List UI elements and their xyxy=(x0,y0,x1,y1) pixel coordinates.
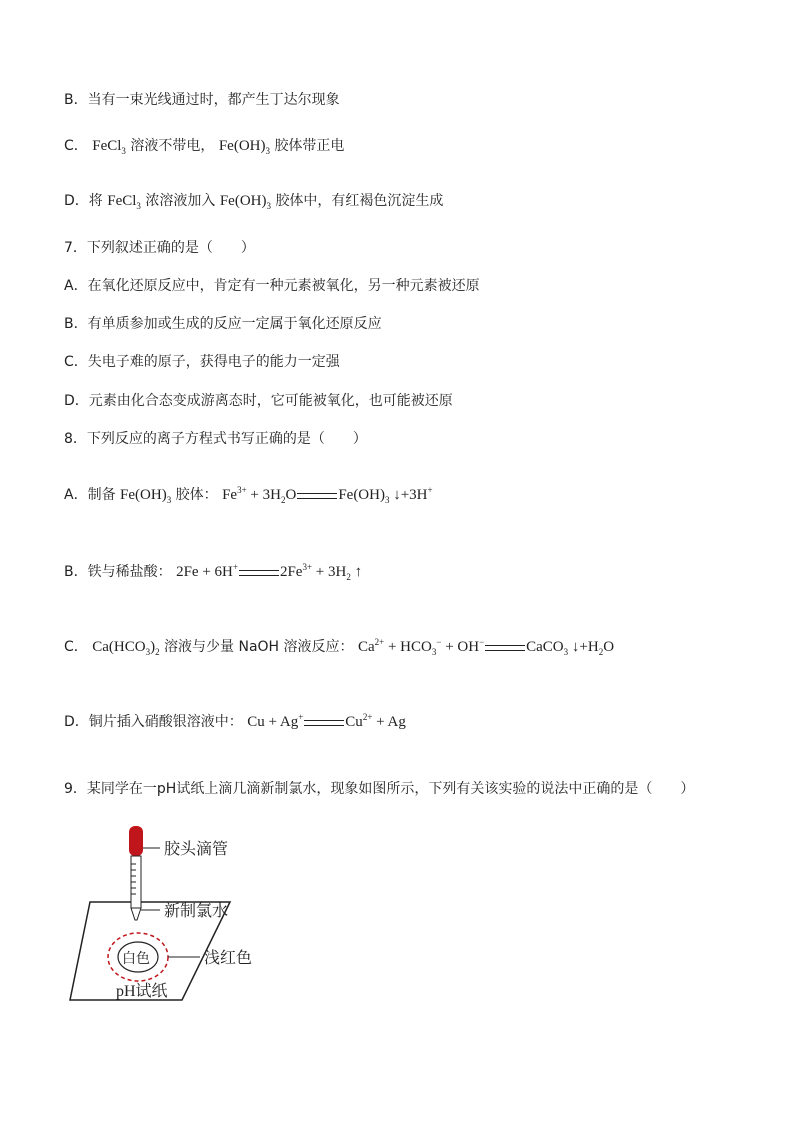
ph-test-figure xyxy=(60,820,320,1014)
dropper-tip xyxy=(131,908,141,920)
q8-option-d-label: D．铜片插入硝酸银溶液中： xyxy=(64,714,243,730)
q8-option-c xyxy=(64,637,614,657)
label-pink: 浅红色 xyxy=(204,950,253,967)
formula-feoh3: $Fe(OH)_3$ xyxy=(218,138,270,156)
q8-option-a xyxy=(64,485,433,505)
q8-option-a-mid: 胶体： xyxy=(175,487,218,503)
q6-option-c-label: C． xyxy=(64,138,88,154)
q8-option-d xyxy=(64,712,406,732)
q8-option-b xyxy=(64,562,362,582)
q8-option-b-label: B．铁与稀盐酸： xyxy=(64,564,172,580)
q7-option-c: C．失电子难的原子，获得电子的能力一定强 xyxy=(64,354,340,370)
q6-option-c xyxy=(64,136,344,156)
equation-a: $Fe^{3+} + 3H_2O$ $Fe(OH)_3$ ↓+3H+ xyxy=(222,485,433,505)
label-chlorine: 新制氯水 xyxy=(164,903,229,920)
q8-stem: 8．下列反应的离子方程式书写正确的是（ ） xyxy=(64,431,367,447)
formula-cahco3: $Ca(HCO_3)_2$ xyxy=(92,639,160,657)
equation-c: $Ca^{2+} + HCO_3^- + OH^-$ CaCO$_3$ $↓+H_2O$ xyxy=(357,637,615,657)
q7-option-b: B．有单质参加或生成的反应一定属于氧化还原反应 xyxy=(64,316,382,332)
equation-b: 2Fe + 6H+ $2Fe^{3+} + 3H_2$ ↑ xyxy=(176,562,363,582)
q8-option-c-label: C． xyxy=(64,639,88,655)
q8-option-c-mid: 溶液与少量 NaOH 溶液反应： xyxy=(164,639,354,655)
label-white: 白色 xyxy=(122,952,150,967)
q7-option-a: A．在氧化还原反应中，肯定有一种元素被氧化，另一种元素被还原 xyxy=(64,278,480,294)
q6-option-c-suffix: 胶体带正电 xyxy=(274,138,345,154)
q6-option-d-label: D．将 xyxy=(64,193,103,209)
q9-stem: 9．某同学在一pH试纸上滴几滴新制氯水，现象如图所示，下列有关该实验的说法中正确的是（ ） xyxy=(64,781,695,797)
formula-feoh3: $Fe(OH)_3$ xyxy=(219,193,271,211)
ph-test-diagram xyxy=(60,820,320,1010)
q6-option-d-suffix: 胶体中，有红褐色沉淀生成 xyxy=(275,193,444,209)
q6-option-d xyxy=(64,191,443,211)
q8-option-a-label: A．制备 xyxy=(64,487,116,503)
formula-fecl3: FeCl$_3$ xyxy=(92,138,126,156)
formula-fecl3: FeCl$_3$ xyxy=(107,193,141,211)
q7-option-d: D．元素由化合态变成游离态时，它可能被氧化，也可能被还原 xyxy=(64,393,453,409)
q7-stem: 7．下列叙述正确的是（ ） xyxy=(64,240,255,256)
formula-feoh3: $Fe(OH)_3$ xyxy=(120,487,172,505)
q6-option-b: B．当有一束光线通过时，都产生丁达尔现象 xyxy=(64,92,340,108)
equation-d: Cu + Ag+ $Cu^{2+} + Ag$ xyxy=(247,712,406,730)
label-paper: pH试纸 xyxy=(116,983,168,1000)
label-dropper: 胶头滴管 xyxy=(164,841,229,858)
q6-option-c-mid: 溶液不带电， xyxy=(130,138,215,154)
q6-option-d-mid: 浓溶液加入 xyxy=(145,193,216,209)
dropper-bulb xyxy=(129,826,143,856)
